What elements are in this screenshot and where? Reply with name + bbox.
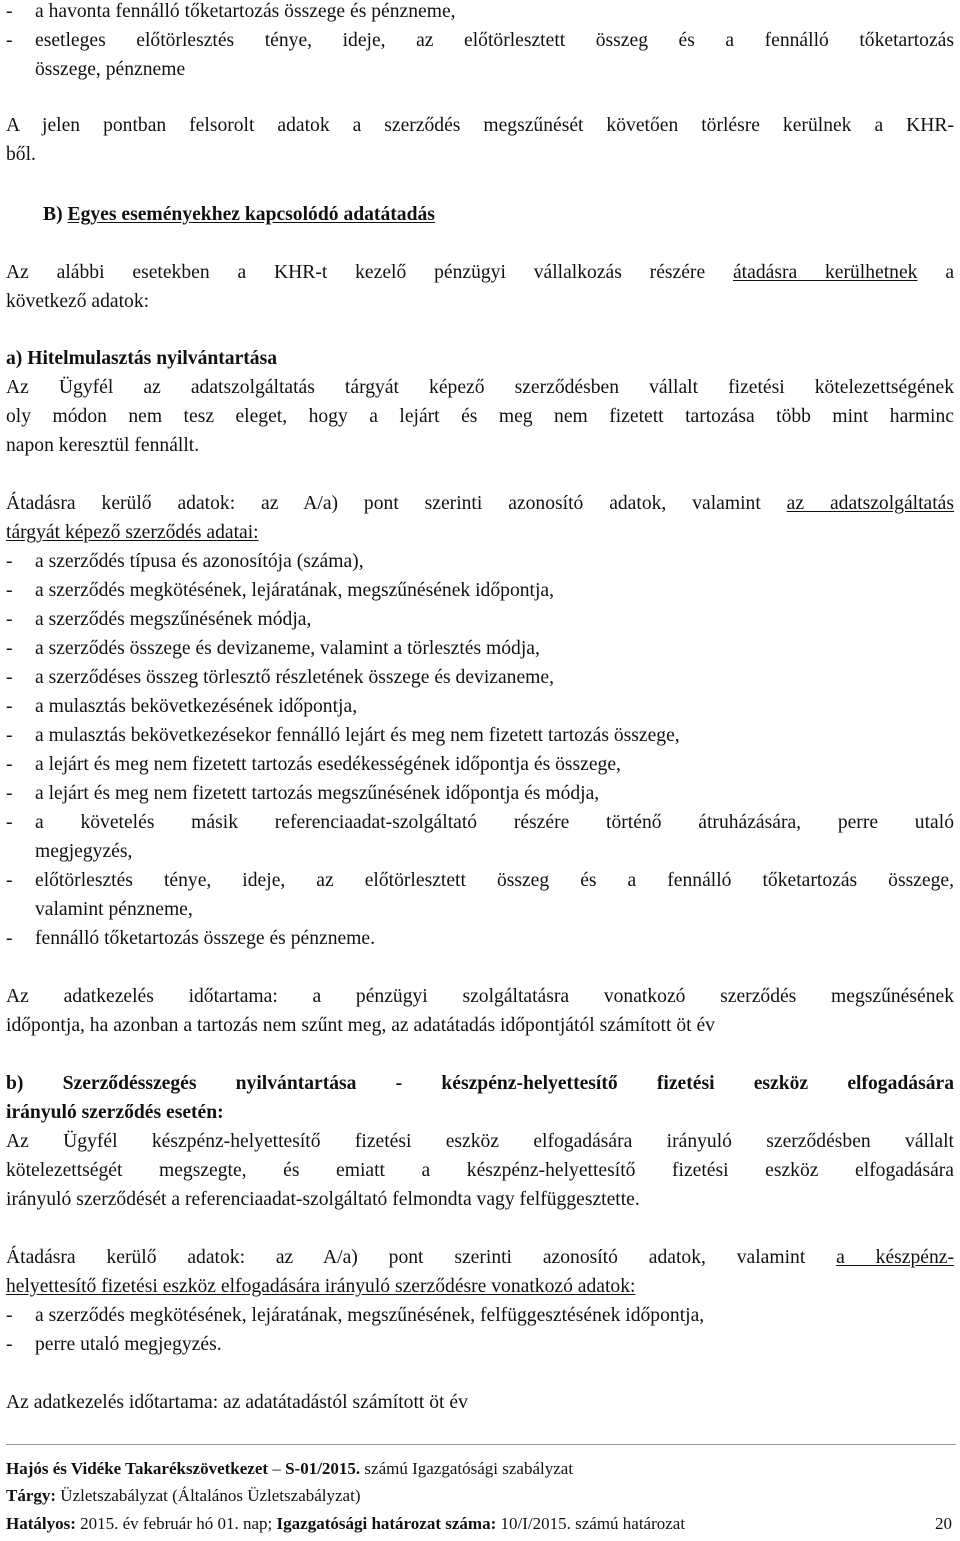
paragraph: időpontja, ha azonban a tartozás nem szűnt meg, az adatátadás időpontjától számított öt év bbox=[6, 1015, 715, 1036]
footer-line-effective: Hatályos: 2015. év február hó 01. nap; Igazgatósági határozat száma: 10/I/2015. számú határozat 20 bbox=[6, 1514, 952, 1533]
paragraph-continuation: tárgyát képező szerződés adatai: bbox=[6, 522, 259, 543]
list-item: - a szerződés megkötésének, lejáratának, megszűnésének, felfüggesztésének időpontja, bbox=[6, 1305, 705, 1326]
paragraph: Az adatkezelés időtartama: az adatátadástól számított öt év bbox=[6, 1392, 468, 1413]
paragraph: irányuló szerződését a referenciaadat-szolgáltató felmondta vagy felfüggesztette. bbox=[6, 1189, 640, 1210]
list-item-continuation: valamint pénzneme, bbox=[35, 899, 193, 920]
paragraph: Az Ügyfél készpénz-helyettesítő fizetési eszköz elfogadására irányuló szerződésben vállalt bbox=[6, 1131, 954, 1152]
list-item: - fennálló tőketartozás összege és pénzneme. bbox=[6, 928, 376, 949]
list-item: - a követelés másik referenciaadat-szolgáltató részére történő átruházására, perre utaló bbox=[6, 812, 954, 833]
section-heading: B) Egyes eseményekhez kapcsolódó adatátadás bbox=[43, 204, 435, 225]
paragraph-continuation: ből. bbox=[6, 144, 36, 165]
list-item: - a szerződés megkötésének, lejáratának, megszűnésének időpontja, bbox=[6, 580, 555, 601]
list-item: - a mulasztás bekövetkezésekor fennálló lejárt és meg nem fizetett tartozás összege, bbox=[6, 725, 680, 746]
list-item: - előtörlesztés ténye, ideje, az előtörlesztett összeg és a fennálló tőketartozás összege, bbox=[6, 870, 954, 891]
subsection-heading: b) Szerződésszegés nyilvántartása - készpénz-helyettesítő fizetési eszköz elfogadására bbox=[6, 1073, 954, 1094]
paragraph: Az adatkezelés időtartama: a pénzügyi szolgáltatásra vonatkozó szerződés megszűnésének bbox=[6, 986, 954, 1007]
paragraph-continuation: következő adatok: bbox=[6, 291, 150, 312]
footer-divider bbox=[6, 1444, 956, 1445]
paragraph-continuation: helyettesítő fizetési eszköz elfogadására irányuló szerződésre vonatkozó adatok: bbox=[6, 1276, 636, 1297]
list-item-continuation: megjegyzés, bbox=[35, 841, 133, 862]
paragraph: Az Ügyfél az adatszolgáltatás tárgyát képező szerződésben vállalt fizetési kötelezettségének bbox=[6, 377, 954, 398]
list-item: - perre utaló megjegyzés. bbox=[6, 1334, 222, 1355]
subsection-heading: a) Hitelmulasztás nyilvántartása bbox=[6, 348, 278, 369]
paragraph: Az alábbi esetekben a KHR-t kezelő pénzügyi vállalkozás részére átadásra kerülhetnek a bbox=[6, 262, 955, 283]
paragraph: Átadásra kerülő adatok: az A/a) pont szerinti azonosító adatok, valamint az adatszolgáltatás bbox=[6, 493, 954, 514]
footer-line-subject: Tárgy: Üzletszabályzat (Általános Üzletszabályzat) bbox=[6, 1486, 361, 1505]
paragraph: A jelen pontban felsorolt adatok a szerződés megszűnését követően törlésre kerülnek a KHR- bbox=[6, 115, 954, 136]
paragraph: oly módon nem tesz eleget, hogy a lejárt és meg nem fizetett tartozása több mint harminc bbox=[6, 406, 954, 427]
list-item: - a mulasztás bekövetkezésének időpontja, bbox=[6, 696, 358, 717]
paragraph: napon keresztül fennállt. bbox=[6, 435, 200, 456]
subsection-heading-continuation: irányuló szerződés esetén: bbox=[6, 1102, 224, 1123]
list-item-continuation: összege, pénzneme bbox=[35, 59, 186, 80]
paragraph: Átadásra kerülő adatok: az A/a) pont szerinti azonosító adatok, valamint a készpénz- bbox=[6, 1247, 954, 1268]
list-item: - a szerződés típusa és azonosítója (száma), bbox=[6, 551, 364, 572]
list-item: - a szerződés megszűnésének módja, bbox=[6, 609, 312, 630]
list-item: - a szerződéses összeg törlesztő részletének összege és devizaneme, bbox=[6, 667, 554, 688]
list-item: - esetleges előtörlesztés ténye, ideje, az előtörlesztett összeg és a fennálló tőketartozás bbox=[6, 30, 954, 51]
paragraph: kötelezettségét megszegte, és emiatt a készpénz-helyettesítő fizetési eszköz elfogadására bbox=[6, 1160, 954, 1181]
list-item: - a lejárt és meg nem fizetett tartozás esedékességének időpontja és összege, bbox=[6, 754, 621, 775]
list-item: - a lejárt és meg nem fizetett tartozás megszűnésének időpontja és módja, bbox=[6, 783, 600, 804]
list-item: - a havonta fennálló tőketartozás összege és pénzneme, bbox=[6, 1, 456, 22]
page-number: 20 bbox=[935, 1514, 952, 1533]
footer-line-regulation: Hajós és Vidéke Takarékszövetkezet – S-01/2015. számú Igazgatósági szabályzat bbox=[6, 1459, 574, 1478]
list-item: - a szerződés összege és devizaneme, valamint a törlesztés módja, bbox=[6, 638, 540, 659]
